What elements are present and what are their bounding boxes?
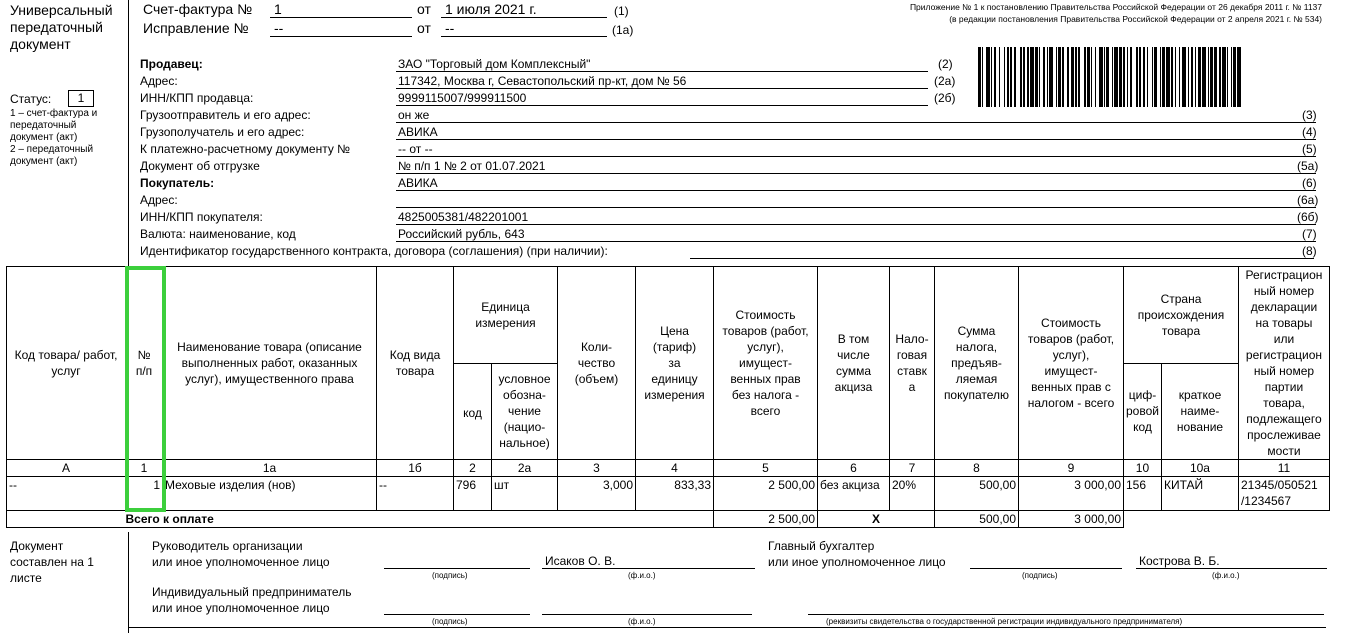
field-label: ИНН/КПП покупателя: <box>140 210 263 224</box>
header-line: налога, <box>955 340 998 354</box>
header-product-code: Код товара/ работ, услуг <box>7 267 126 460</box>
header-line: ставк <box>897 364 927 378</box>
cell-tax-rate: 20% <box>890 477 935 511</box>
header-line: циф- <box>1128 388 1157 403</box>
invoice-code: (1) <box>614 4 629 18</box>
header-line: краткое <box>1178 388 1222 403</box>
field-value: ЗАО "Торговый дом Комплексный" <box>396 57 928 72</box>
col-number: 1а <box>163 460 377 477</box>
field-label: Адрес: <box>140 74 178 88</box>
appendix-line: Приложение № 1 к постановлению Правительства Российской Федерации от 26 декабря 2011 г. № 1137 <box>909 2 1322 12</box>
field-value: -- от -- <box>396 142 1316 157</box>
header-price <box>636 267 714 460</box>
field-code: (6б) <box>1297 210 1319 224</box>
header-line: сумма <box>835 364 872 378</box>
header-line: чество <box>577 356 616 370</box>
doc-title-line: документ <box>10 36 71 52</box>
header-line: услуг), имущественного права <box>185 372 354 386</box>
header-line: товара <box>395 364 435 378</box>
header-line: (нацио- <box>503 420 546 435</box>
head-signature-line <box>384 554 530 569</box>
highlight-frame <box>125 266 166 512</box>
header-line: имущест- <box>1044 364 1098 378</box>
col-number: 3 <box>558 460 636 477</box>
cell-unit-code: 796 <box>454 477 492 511</box>
field-label: Продавец: <box>140 57 203 71</box>
cell-excise: без акциза <box>818 477 890 511</box>
field-label: Грузополучатель и его адрес: <box>140 125 305 139</box>
accountant-label-line: или иное уполномоченное лицо <box>768 555 946 569</box>
header-line: числе <box>837 348 870 362</box>
correction-code: (1а) <box>612 23 634 37</box>
cell-tax-amount: 500,00 <box>935 477 1019 511</box>
header-line: Цена <box>660 324 689 338</box>
header-line: № <box>137 348 151 362</box>
col-number: 6 <box>818 460 890 477</box>
invoice-date: 1 июля 2021 г. <box>441 1 607 18</box>
total-empty-cell <box>7 511 126 528</box>
field-code: (5а) <box>1297 159 1319 173</box>
header-line: венных прав с <box>1031 380 1111 394</box>
header-line: за <box>668 356 681 370</box>
header-line: Сумма <box>957 324 996 338</box>
header-line: Код вида <box>389 348 441 362</box>
col-number: 2 <box>454 460 492 477</box>
table-row <box>7 477 1330 511</box>
field-value <box>396 193 1319 208</box>
accountant-name-caption: (ф.и.о.) <box>1212 571 1240 580</box>
barcode-bar <box>1237 47 1241 107</box>
field-value: он же <box>396 108 1316 123</box>
header-line: товара <box>1161 323 1201 338</box>
status-note: документ (акт) <box>10 156 78 167</box>
invoice-number: 1 <box>270 1 412 18</box>
entrepreneur-signature-caption: (подпись) <box>432 617 468 626</box>
header-line: товаров (работ, <box>1027 332 1115 346</box>
col-number: 1б <box>377 460 454 477</box>
cell-total: 3 000,00 <box>1019 477 1124 511</box>
field-value: № п/п 1 № 2 от 01.07.2021 <box>396 159 1316 174</box>
header-line: Единица <box>481 299 530 314</box>
column-number-row <box>7 460 1330 477</box>
header-tax-rate <box>890 267 935 460</box>
header-product-kind <box>377 267 454 460</box>
header-quantity <box>558 267 636 460</box>
field-label: Документ об отгрузке <box>140 159 260 173</box>
field-value: АВИКА <box>396 125 1316 140</box>
contract-label: Идентификатор государственного контракта, договора (соглашения) (при наличии): <box>140 244 608 258</box>
reg-line: 21345/050521 <box>1240 478 1318 492</box>
header-line: регистрацион <box>1245 348 1323 362</box>
header-line: партии <box>1264 380 1304 394</box>
header-country <box>1124 267 1239 364</box>
header-line: декларации <box>1250 300 1318 314</box>
header-line: услуг), <box>747 340 784 354</box>
field-code: (4) <box>1302 125 1317 139</box>
header-line: чение <box>508 404 541 419</box>
cell-unit-name: шт <box>492 477 558 511</box>
status-note: документ (акт) <box>10 132 78 143</box>
total-empty-tail <box>1124 511 1330 528</box>
left-divider-bottom <box>128 532 129 633</box>
header-line: В том <box>837 332 870 346</box>
header-line: измерения <box>644 388 705 402</box>
header-country-name <box>1161 363 1238 460</box>
cell-quantity: 3,000 <box>558 477 636 511</box>
header-product-name <box>163 267 377 460</box>
head-signature-caption: (подпись) <box>432 571 468 580</box>
status-value-box: 1 <box>68 90 94 107</box>
document-sheet-note <box>10 538 94 586</box>
correction-label: Исправление № <box>143 20 249 36</box>
header-line: Страна <box>1160 291 1202 306</box>
header-line: или <box>1273 332 1295 346</box>
header-line: мости <box>1267 444 1301 458</box>
header-line: (тариф) <box>652 340 697 354</box>
header-line: товаров (работ, <box>722 324 809 338</box>
header-line: наиме- <box>1180 404 1220 419</box>
col-number: 9 <box>1019 460 1124 477</box>
sheet-note-line: листе <box>10 571 42 585</box>
field-value: Российский рубль, 643 <box>396 227 1316 242</box>
col-number: 7 <box>890 460 935 477</box>
header-line: венных прав <box>730 372 801 386</box>
head-label-line: Руководитель организации <box>152 539 303 553</box>
field-code: (5) <box>1302 142 1317 156</box>
col-number: А <box>7 460 126 477</box>
header-line: покупателю <box>943 388 1010 402</box>
accountant-label <box>768 538 946 570</box>
accountant-label-line: Главный бухгалтер <box>768 539 875 553</box>
col-number: 11 <box>1238 460 1329 477</box>
field-value: 9999115007/999911500 <box>396 91 928 106</box>
correction-from-label: от <box>417 20 431 36</box>
field-value: 117342, Москва г, Севастопольский пр-кт, дом № 56 <box>396 74 928 89</box>
accountant-signature-line <box>970 554 1122 569</box>
header-line: п/п <box>135 364 153 378</box>
status-note: 1 – счет-фактура и <box>10 108 98 119</box>
field-value: АВИКА <box>396 176 1316 191</box>
col-number: 10 <box>1124 460 1162 477</box>
col-number: 1 <box>126 460 163 477</box>
cell-cost: 2 500,00 <box>714 477 818 511</box>
header-line: подлежащего <box>1246 412 1322 426</box>
entrepreneur-label-line: или иное уполномоченное лицо <box>152 601 330 615</box>
total-excise: Х <box>818 511 935 528</box>
field-label: Грузоотправитель и его адрес: <box>140 108 311 122</box>
col-number: 10а <box>1161 460 1238 477</box>
total-cost: 2 500,00 <box>714 511 818 528</box>
status-note: 2 – передаточный <box>10 144 94 155</box>
total-tax: 500,00 <box>935 511 1019 528</box>
appendix-line: (в редакции постановления Правительства Российской Федерации от 2 апреля 2021 г. № 534) <box>949 14 1322 24</box>
sheet-note-line: Документ <box>10 539 64 553</box>
goods-table <box>6 266 1330 528</box>
entrepreneur-name-caption: (ф.и.о.) <box>628 617 656 626</box>
cell-row-number: 1 <box>126 477 163 511</box>
header-line: нальное) <box>499 436 550 451</box>
header-unit-code: код <box>454 363 492 460</box>
header-line: обозна- <box>503 388 546 403</box>
field-code: (6а) <box>1297 193 1319 207</box>
header-line: выполненных работ, оказанных <box>181 356 358 370</box>
header-line: ный номер <box>1253 284 1315 298</box>
field-code: (2) <box>938 57 953 71</box>
head-name-caption: (ф.и.о.) <box>628 571 656 580</box>
header-line: ровой <box>1126 404 1159 419</box>
header-line: на товары <box>1255 316 1313 330</box>
col-number: 4 <box>636 460 714 477</box>
cell-registration-number <box>1238 477 1329 511</box>
header-line: ляемая <box>955 372 998 386</box>
correction-date: -- <box>441 20 607 37</box>
header-line: имущест- <box>739 356 792 370</box>
cell-country-code: 156 <box>1124 477 1162 511</box>
left-divider-top <box>128 0 129 266</box>
head-label <box>152 538 330 570</box>
field-code: (2б) <box>934 91 956 105</box>
field-label: Покупатель: <box>140 176 215 190</box>
col-number: 5 <box>714 460 818 477</box>
field-label: К платежно-расчетному документу № <box>140 142 351 156</box>
header-line: товара, <box>1263 396 1305 410</box>
col-number: 2а <box>492 460 558 477</box>
header-line: ный номер <box>1253 364 1315 378</box>
invoice-from-label: от <box>417 1 431 17</box>
header-unit-name <box>492 363 558 460</box>
accountant-name: Кострова В. Б. <box>1136 554 1327 569</box>
header-registration-number <box>1238 267 1329 460</box>
total-sum: 3 000,00 <box>1019 511 1124 528</box>
footer-bottom-line <box>128 627 1326 628</box>
header-line: условное <box>498 372 551 387</box>
header-line: налогом - всего <box>1027 396 1115 410</box>
header-excise <box>818 267 890 460</box>
total-row <box>7 511 1330 528</box>
entrepreneur-registration-caption: (реквизиты свидетельства о государственной регистрации индивидуального предпринимателя) <box>826 617 1183 626</box>
header-line: Коли- <box>580 340 613 354</box>
entrepreneur-label <box>152 584 351 616</box>
correction-number: -- <box>270 20 412 37</box>
barcode-image <box>978 47 1323 107</box>
contract-value <box>690 244 1314 259</box>
header-line: происхождения <box>1137 307 1225 322</box>
accountant-signature-caption: (подпись) <box>1022 571 1058 580</box>
header-unit <box>454 267 558 364</box>
header-line: Наименование товара (описание <box>177 340 362 354</box>
entrepreneur-label-line: Индивидуальный предприниматель <box>152 585 352 599</box>
cell-product-kind: -- <box>377 477 454 511</box>
cell-country-name: КИТАЙ <box>1161 477 1238 511</box>
status-label: Статус: <box>10 92 52 106</box>
header-line: Стоимость <box>735 308 796 322</box>
document-title <box>10 2 113 53</box>
header-line: Стоимость <box>1040 316 1102 330</box>
head-label-line: или иное уполномоченное лицо <box>152 555 330 569</box>
header-line: прослеживае <box>1247 428 1321 442</box>
header-line: а <box>908 380 916 394</box>
entrepreneur-name-line <box>542 600 752 615</box>
col-number: 8 <box>935 460 1019 477</box>
total-label: Всего к оплате <box>126 511 714 528</box>
header-tax-amount <box>935 267 1019 460</box>
field-code: (6) <box>1302 176 1317 190</box>
entrepreneur-signature-line <box>384 600 530 615</box>
contract-code: (8) <box>1302 244 1317 258</box>
field-code: (7) <box>1302 227 1317 241</box>
field-value: 4825005381/482201001 <box>396 210 1316 225</box>
field-code: (2а) <box>934 74 956 88</box>
field-label: ИНН/КПП продавца: <box>140 91 254 105</box>
field-code: (3) <box>1302 108 1317 122</box>
header-line: (объем) <box>574 372 619 386</box>
header-line: единицу <box>651 372 698 386</box>
header-line: акциза <box>834 380 873 394</box>
entrepreneur-registration-line <box>808 600 1324 615</box>
reg-line: /1234567 <box>1240 494 1292 508</box>
appendix-note <box>910 1 1322 25</box>
invoice-label: Счет-фактура № <box>143 1 253 17</box>
header-line: измерения <box>475 315 536 330</box>
header-line: предъяв- <box>951 356 1002 370</box>
doc-title-line: передаточный <box>10 19 103 35</box>
status-notes <box>10 108 97 168</box>
header-line: нование <box>1176 420 1224 435</box>
header-line: Регистрацион <box>1245 268 1323 282</box>
header-line: без налога - <box>731 388 800 402</box>
head-name: Исаков О. В. <box>542 554 755 569</box>
cell-product-code: -- <box>7 477 126 511</box>
field-label: Валюта: наименование, код <box>140 227 296 241</box>
cell-price: 833,33 <box>636 477 714 511</box>
header-line: код <box>1133 420 1152 435</box>
header-line: всего <box>750 404 781 418</box>
sheet-note-line: составлен на 1 <box>10 555 94 569</box>
header-line: Нало- <box>895 332 929 346</box>
header-cost <box>714 267 818 460</box>
header-country-code <box>1124 363 1162 460</box>
header-line: говая <box>896 348 928 362</box>
status-note: передаточный <box>10 120 77 131</box>
doc-title-line: Универсальный <box>10 2 113 18</box>
header-line: услуг), <box>1052 348 1090 362</box>
cell-product-name: Меховые изделия (нов) <box>163 477 377 511</box>
field-label: Адрес: <box>140 193 178 207</box>
header-total <box>1019 267 1124 460</box>
